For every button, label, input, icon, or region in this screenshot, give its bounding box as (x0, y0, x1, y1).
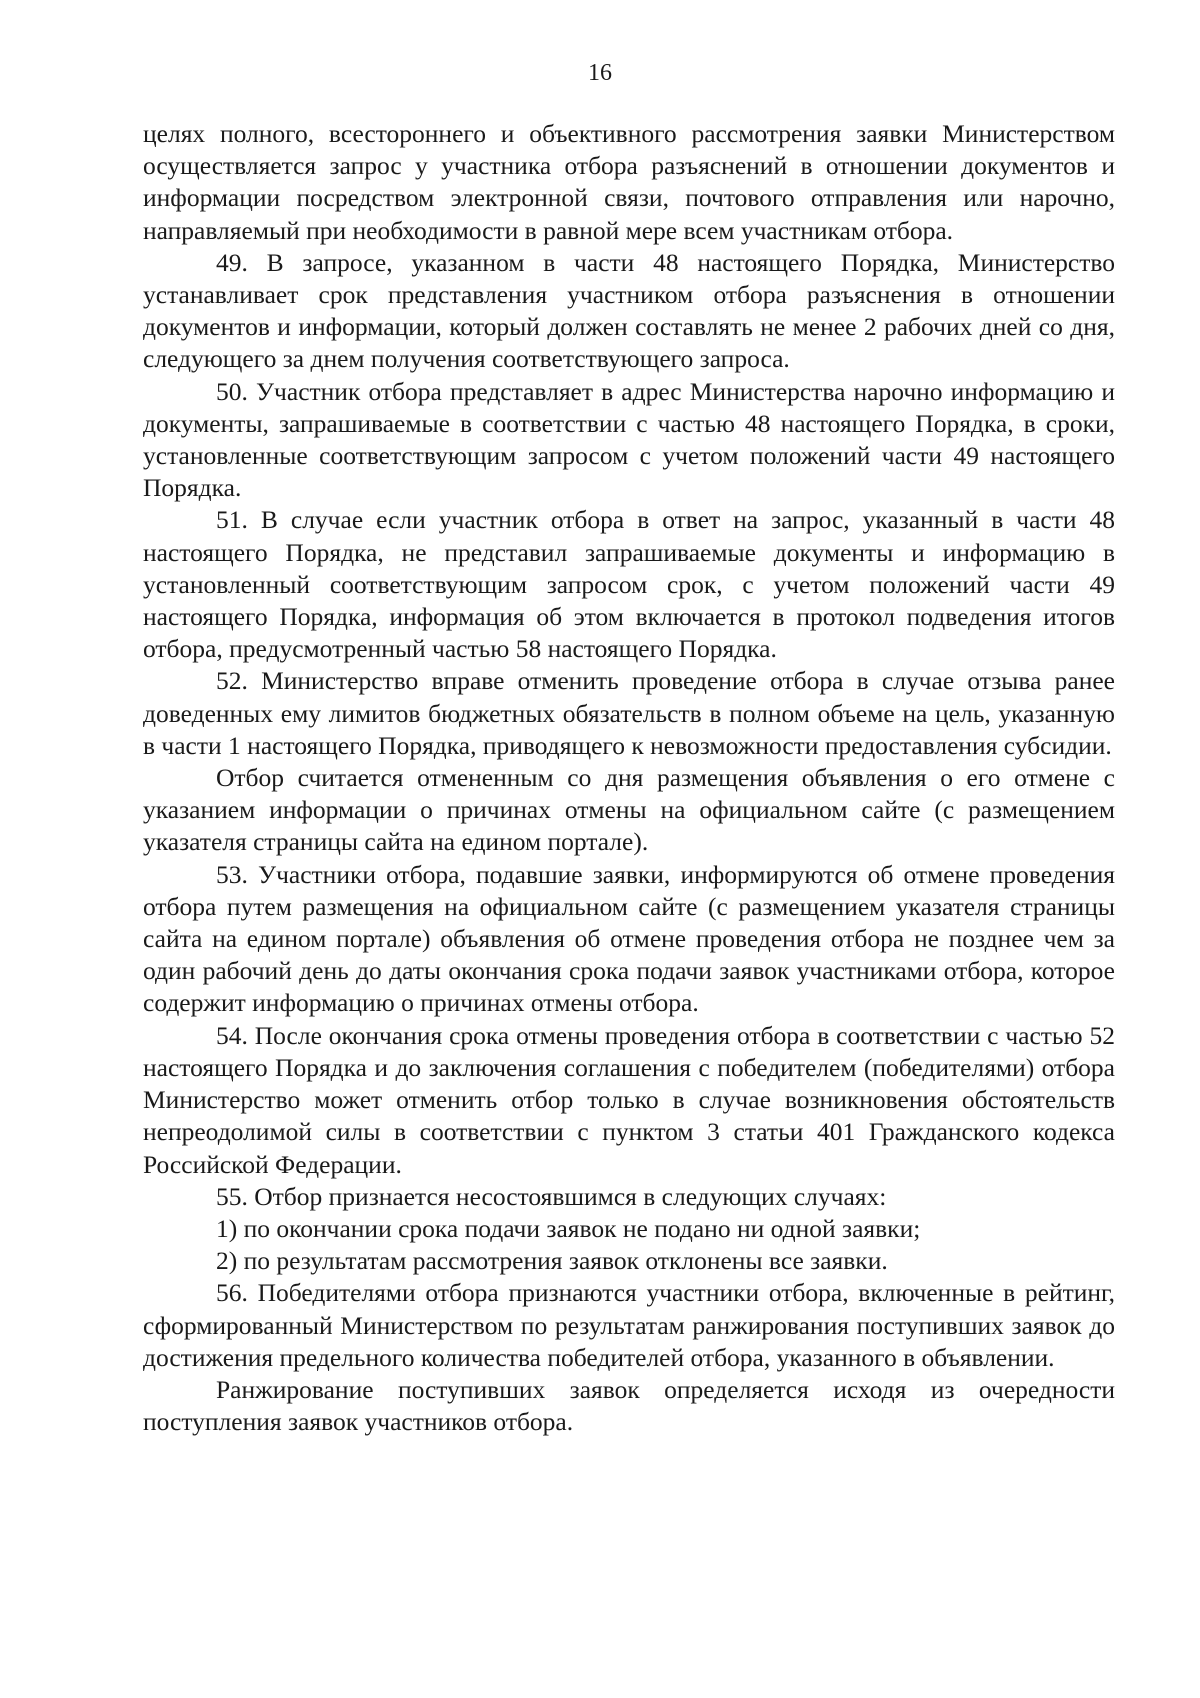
paragraph-50: 50. Участник отбора представляет в адрес Министерства нарочно информацию и документы, запрашиваемые в соответствии с частью 48 настоящего Порядка, в сроки, установленные соответствующим запросом с учетом положений части 49 настоящего Порядка. (143, 376, 1115, 503)
paragraph-continuation: целях полного, всестороннего и объективного рассмотрения заявки Министерством осуществляется запрос у участника отбора разъяснений в отношении документов и информации посредством электронной связи, почтового отправления или нарочно, направляемый при необходимости в равной мере всем участникам отбора. (143, 119, 1115, 245)
paragraph-52-cancellation: Отбор считается отмененным со дня размещения объявления о его отмене с указанием информации о причинах отмены на официальном сайте (с размещением указателя страницы сайта на едином портале). (143, 763, 1115, 857)
paragraph-56: 56. Победителями отбора признаются участники отбора, включенные в рейтинг, сформированный Министерством по результатам ранжирования поступивших заявок до достижения предельного количества победителей отбора, указанного в объявлении. (143, 1278, 1115, 1372)
paragraph-53: 53. Участники отбора, подавшие заявки, информируются об отмене проведения отбора путем размещения на официальном сайте (с размещением указателя страницы сайта на едином портале) объявления об отмене проведения отбора не позднее чем за один рабочий день до даты окончания срока подачи заявок участниками отбора, которое содержит информацию о причинах отмены отбора. (143, 859, 1115, 1018)
paragraph-55: 55. Отбор признается несостоявшимся в следующих случаях: (216, 1181, 887, 1211)
paragraph-54: 54. После окончания срока отмены проведения отбора в соответствии с частью 52 настоящего Порядка и до заключения соглашения с победителем (победителями) отбора Министерство может отменить отбор только в случае возникновения обстоятельств непреодолимой силы в соответствии с пунктом 3 статьи 401 Гражданского кодекса Российской Федерации. (143, 1020, 1115, 1179)
paragraph-55-item-1: 1) по окончании срока подачи заявок не подано ни одной заявки; (216, 1213, 921, 1243)
paragraph-56-ranking: Ранжирование поступивших заявок определяется исходя из очередности поступления заявок участников отбора. (143, 1374, 1115, 1437)
paragraph-51: 51. В случае если участник отбора в ответ на запрос, указанный в части 48 настоящего Порядка, не представил запрашиваемые документы и информацию в установленный соответствующим запросом срок, с учетом положений части 49 настоящего Порядка, информация об этом включается в протокол подведения итогов отбора, предусмотренный частью 58 настоящего Порядка. (143, 505, 1115, 664)
paragraph-55-item-2: 2) по результатам рассмотрения заявок отклонены все заявки. (216, 1246, 888, 1276)
paragraph-49: 49. В запросе, указанном в части 48 настоящего Порядка, Министерство устанавливает срок представления участником отбора разъяснения в отношении документов и информации, который должен составлять не менее 2 рабочих дней со дня, следующего за днем получения соответствующего запроса. (143, 247, 1115, 374)
page-number: 16 (588, 60, 612, 86)
document-body (143, 118, 1115, 1438)
paragraph-52: 52. Министерство вправе отменить проведение отбора в случае отзыва ранее доведенных ему лимитов бюджетных обязательств в полном объеме на цель, указанную в части 1 настоящего Порядка, приводящего к невозможности предоставления субсидии. (143, 666, 1115, 760)
